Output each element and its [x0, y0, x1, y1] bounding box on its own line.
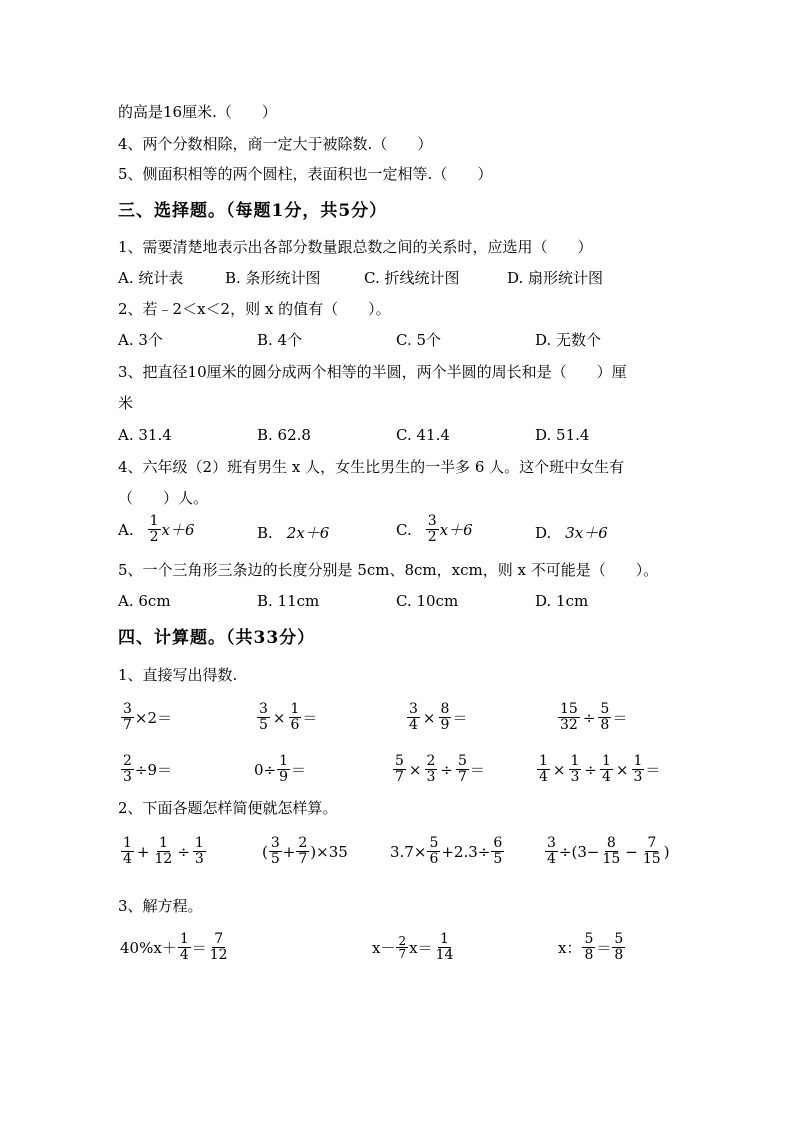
fraction: $\frac{1}{4}$ — [539, 753, 548, 785]
direct-calc-5 — [120, 754, 172, 785]
judge-line-continuation: 的高是16厘米.（ ） — [118, 103, 277, 121]
direct-calc-7 — [392, 754, 485, 785]
option-label: C. — [396, 520, 412, 539]
choice-q3-stem: 3、把直径10厘米的圆分成两个相等的半圆，两个半圆的周长和是（ ）厘 — [118, 363, 627, 381]
operator: ÷(3− — [558, 842, 600, 861]
expression: ＝ — [291, 761, 307, 779]
choice-q5-option-b: B. 11cm — [257, 592, 320, 610]
fraction: $\frac{1}{12}$ — [154, 835, 173, 867]
equation-1 — [120, 932, 231, 963]
fraction: $\frac{3}{4}$ — [547, 835, 556, 867]
expression: ＝ — [469, 761, 485, 779]
expression: 40%x＋ — [120, 939, 177, 957]
choice-q4-option-b — [257, 522, 329, 543]
fraction: 1 4 — [123, 835, 132, 867]
judge-question-4: 4、两个分数相除，商一定大于被除数.（ ） — [118, 135, 433, 153]
direct-calc-3 — [406, 702, 467, 733]
fraction: $\frac{2}{3}$ — [123, 753, 132, 785]
calc-part-1-title: 1、直接写出得数. — [118, 666, 238, 684]
fraction: 5 8 — [584, 931, 594, 963]
fraction: $\frac{1}{9}$ — [279, 753, 289, 785]
choice-q3-option-d: D. 51.4 — [535, 426, 590, 444]
direct-calc-1 — [120, 702, 172, 733]
simplify-calc-3 — [390, 836, 505, 867]
section-3-title: 三、选择题。（每题1分，共5分） — [118, 201, 388, 221]
expression: 3.7× — [390, 842, 427, 861]
fraction: $\frac{5}{6}$ — [429, 835, 439, 867]
choice-q4-option-c — [396, 514, 473, 545]
choice-q1-option-c: C. 折线统计图 — [364, 269, 460, 287]
choice-q3-option-a: A. 31.4 — [118, 426, 172, 444]
expression: ÷9＝ — [134, 761, 173, 779]
option-label: D. — [535, 523, 552, 542]
expression: x＝ — [409, 939, 433, 957]
judge-question-5: 5、侧面积相等的两个圆柱，表面积也一定相等.（ ） — [118, 165, 493, 183]
expression: ＝ — [596, 939, 612, 957]
operator: +2.3÷ — [441, 842, 491, 861]
choice-q3-stem-cont: 米 — [118, 394, 134, 412]
expression: ＝ — [302, 709, 318, 727]
expression: 3x＋6 — [565, 524, 608, 542]
choice-q1-option-d: D. 扇形统计图 — [507, 269, 604, 287]
expression: ×2＝ — [134, 709, 173, 727]
expression: x： — [558, 939, 582, 957]
calc-part-3-title: 3、解方程。 — [118, 897, 203, 915]
choice-q4-option-d — [535, 522, 608, 543]
fraction: $\frac{8}{9}$ — [440, 701, 450, 733]
fraction: $\frac{5}{7}$ — [458, 753, 467, 785]
fraction: 1 14 — [435, 931, 454, 963]
fraction: $\frac{5}{7}$ — [395, 753, 404, 785]
fraction: $\frac{1}{4}$ — [602, 753, 611, 785]
fraction: 1 2 — [149, 513, 159, 545]
fraction: $\frac{1}{6}$ — [290, 701, 300, 733]
fraction: $\frac{3}{4}$ — [409, 701, 418, 733]
operator: ÷ — [440, 760, 453, 779]
fraction: $\frac{1}{3}$ — [570, 753, 580, 785]
fraction: $\frac{1}{3}$ — [194, 835, 204, 867]
choice-q2-stem: 2、若﹣2＜x＜2，则 x 的值有（ ）。 — [118, 300, 391, 318]
operator: ÷ — [177, 842, 190, 861]
expression: ＝ — [191, 939, 207, 957]
operator: × — [552, 760, 566, 779]
simplify-calc-2 — [262, 836, 348, 867]
choice-q5-option-d: D. 1cm — [535, 592, 589, 610]
direct-calc-4 — [557, 702, 627, 733]
expression: x＋6 — [439, 521, 473, 539]
expression: )×35 — [310, 842, 348, 861]
operator: + — [282, 842, 296, 861]
fraction: 3 2 — [427, 513, 437, 545]
choice-q3-option-c: C. 41.4 — [396, 426, 450, 444]
fraction: 5 8 — [614, 931, 624, 963]
operator: ÷ — [584, 760, 597, 779]
expression: ) — [663, 842, 670, 861]
fraction: 3 5 — [270, 835, 280, 867]
choice-q4-stem: 4、六年级（2）班有男生 x 人，女生比男生的一半多 6 人。这个班中女生有 — [118, 458, 625, 476]
fraction: $\frac{1}{3}$ — [633, 753, 643, 785]
operator: − — [625, 842, 638, 861]
choice-q1-option-a: A. 统计表 — [118, 269, 184, 287]
fraction: 7 12 — [209, 931, 228, 963]
expression: 0÷ — [254, 760, 277, 779]
expression: 2x＋6 — [286, 524, 330, 542]
choice-q2-option-c: C. 5个 — [396, 331, 442, 349]
operator: × — [615, 760, 629, 779]
direct-calc-2 — [256, 702, 317, 733]
expression: x－ — [372, 939, 396, 957]
choice-q3-option-b: B. 62.8 — [257, 426, 311, 444]
operator: ÷ — [582, 708, 596, 727]
fraction: $\frac{8}{15}$ — [602, 835, 621, 867]
choice-q4-option-a — [118, 514, 195, 545]
equation-3 — [558, 932, 626, 963]
section-4-title: 四、计算题。（共33分） — [118, 628, 316, 648]
expression: ＝ — [645, 761, 661, 779]
equation-2 — [372, 932, 456, 963]
choice-q1-stem: 1、需要清楚地表示出各部分数量跟总数之间的关系时，应选用（ ） — [118, 238, 593, 256]
calc-part-2-title: 2、下面各题怎样简便就怎样算。 — [118, 799, 338, 817]
direct-calc-6 — [254, 754, 306, 785]
option-label: A. — [118, 520, 134, 539]
choice-q2-option-d: D. 无数个 — [535, 331, 602, 349]
operator: + — [136, 842, 150, 861]
fraction: $\frac{5}{8}$ — [600, 701, 610, 733]
operator: × — [408, 760, 422, 779]
fraction: $\frac{3}{5}$ — [259, 701, 268, 733]
fraction: $\frac{2}{3}$ — [426, 753, 436, 785]
choice-q5-stem: 5、一个三角形三条边的长度分别是 5cm、8cm，xcm，则 x 不可能是（ ）。 — [118, 561, 659, 579]
direct-calc-8 — [536, 754, 660, 785]
fraction: $\frac{7}{15}$ — [642, 835, 661, 867]
fraction: $\frac{3}{7}$ — [123, 701, 132, 733]
expression: ＝ — [452, 709, 468, 727]
operator: × — [272, 708, 286, 727]
choice-q4-stem-cont: （ ）人。 — [118, 489, 209, 507]
choice-q2-option-a: A. 3个 — [118, 331, 163, 349]
fraction: 2 7 — [398, 934, 407, 961]
fraction: $\frac{6}{5}$ — [493, 835, 503, 867]
fraction: $\frac{2}{7}$ — [298, 835, 308, 867]
choice-q2-option-b: B. 4个 — [257, 331, 303, 349]
expression: x＋6 — [161, 521, 195, 539]
choice-q5-option-a: A. 6cm — [118, 592, 171, 610]
simplify-calc-4 — [544, 836, 670, 867]
option-label: B. — [257, 523, 273, 542]
operator: × — [422, 708, 436, 727]
choice-q1-option-b: B. 条形统计图 — [225, 269, 321, 287]
choice-q5-option-c: C. 10cm — [396, 592, 459, 610]
expression: ＝ — [612, 709, 628, 727]
fraction: 1 4 — [179, 931, 189, 963]
simplify-calc-1 — [120, 836, 207, 867]
fraction: $\frac{15}{32}$ — [560, 701, 578, 733]
expression: ( — [262, 842, 268, 861]
